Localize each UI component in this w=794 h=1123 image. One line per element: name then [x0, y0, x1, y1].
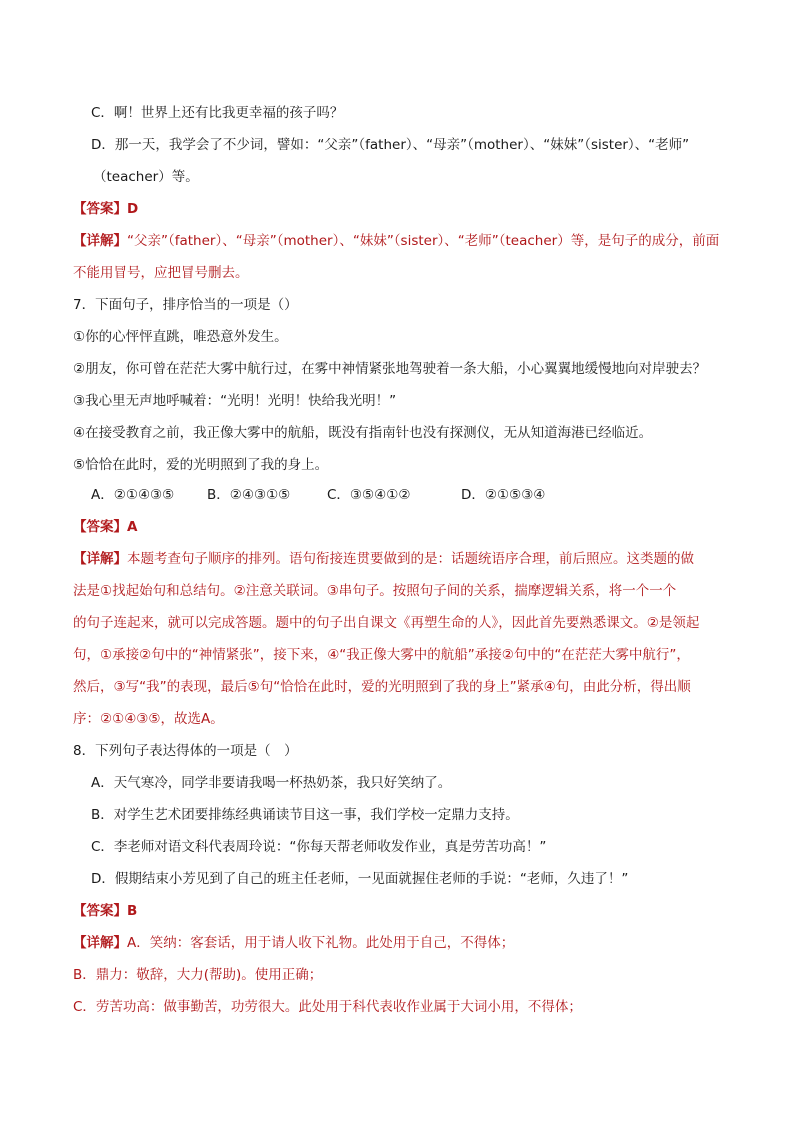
q6-option-d: D．那一天，我学会了不少词，譬如：“父亲”（father）、“母亲”（mother）、“妹妹”（sister）、“老师”	[91, 137, 690, 153]
detail-tag: 【详解】	[73, 233, 127, 249]
answer-value: D	[127, 201, 139, 217]
q7-detail-line-4: 句，①承接②句中的“神情紧张”，接下来，④“我正像大雾中的航船”承接②句中的“在茫茫大雾中航行”，	[73, 647, 690, 663]
q7-sentence-2: ②朋友，你可曾在茫茫大雾中航行过，在雾中神情紧张地驾驶着一条大船，小心翼翼地缓慢地向对岸驶去？	[73, 361, 707, 377]
answer-value: A	[127, 519, 138, 535]
q8-option-a: A．天气寒冷，同学非要请我喝一杯热奶茶，我只好笑纳了。	[91, 775, 452, 791]
answer-value: B	[127, 903, 138, 919]
q7-options	[91, 486, 545, 504]
q8-option-b: B．对学生艺术团要排练经典诵读节目这一事，我们学校一定鼎力支持。	[91, 807, 519, 823]
q7-detail-line-6: 序：②①④③⑤，故选A。	[73, 711, 224, 727]
answer-tag: 【答案】	[73, 903, 127, 919]
q7-option-c: C．③⑤④①②	[327, 487, 411, 503]
q7-option-b: B．②④③①⑤	[207, 487, 291, 503]
detail-tag: 【详解】	[73, 551, 127, 567]
answer-tag: 【答案】	[73, 201, 127, 217]
q7-sentence-5: ⑤恰恰在此时，爱的光明照到了我的身上。	[73, 457, 329, 473]
q6-detail-cont: 不能用冒号，应把冒号删去。	[73, 265, 249, 281]
detail-tag: 【详解】	[73, 935, 127, 951]
detail-text: 本题考查句子顺序的排列。语句衔接连贯要做到的是：话题统语序合理，前后照应。这类题的做	[127, 551, 694, 567]
q8-stem: 8．下列句子表达得体的一项是（ ）	[73, 743, 298, 759]
q7-answer	[73, 518, 137, 536]
q7-option-a: A．②①④③⑤	[91, 487, 175, 503]
q8-answer	[73, 902, 137, 920]
q7-detail-line-3: 的句子连起来，就可以完成答题。题中的句子出自课文《再塑生命的人》，因此首先要熟悉课文。②是领起	[73, 615, 700, 631]
detail-text: A．笑纳：客套话，用于请人收下礼物。此处用于自己，不得体；	[127, 935, 515, 951]
q8-detail-line-3: C．劳苦功高：做事勤苦，功劳很大。此处用于科代表收作业属于大词小用，不得体；	[73, 999, 582, 1015]
q7-option-d: D．②①⑤③④	[461, 487, 546, 503]
detail-text: “父亲”（father）、“母亲”（mother）、“妹妹”（sister）、“老师”（teacher）等，是句子的成分，前面	[127, 233, 720, 249]
q6-detail	[73, 232, 719, 250]
q7-sentence-1: ①你的心怦怦直跳，唯恐意外发生。	[73, 329, 288, 345]
q7-detail-line-5: 然后，③写“我”的表现，最后⑤句“恰恰在此时，爱的光明照到了我的身上”紧承④句，由此分析，得出顺	[73, 679, 691, 695]
q8-option-d: D．假期结束小芳见到了自己的班主任老师，一见面就握住老师的手说：“老师，久违了！”	[91, 871, 629, 887]
q8-option-c: C．李老师对语文科代表周玲说：“你每天帮老师收发作业，真是劳苦功高！”	[91, 839, 547, 855]
q7-sentence-3: ③我心里无声地呼喊着：“光明！光明！快给我光明！”	[73, 393, 397, 409]
q7-detail-line-2: 法是①找起始句和总结句。②注意关联词。③串句子。按照句子间的关系，揣摩逻辑关系，将一个一个	[73, 583, 677, 599]
q7-sentence-4: ④在接受教育之前，我正像大雾中的航船，既没有指南针也没有探测仪，无从知道海港已经临近。	[73, 425, 653, 441]
q8-detail-line-2: B．鼎力：敬辞，大力(帮助)。使用正确；	[73, 967, 323, 983]
q7-detail	[73, 550, 694, 568]
q6-option-d-cont: （teacher）等。	[93, 169, 199, 185]
q6-answer	[73, 200, 138, 218]
q8-detail	[73, 934, 514, 952]
answer-tag: 【答案】	[73, 519, 127, 535]
q7-stem: 7．下面句子，排序恰当的一项是（）	[73, 297, 298, 313]
q6-option-c: C．啊！世界上还有比我更幸福的孩子吗？	[91, 105, 344, 121]
